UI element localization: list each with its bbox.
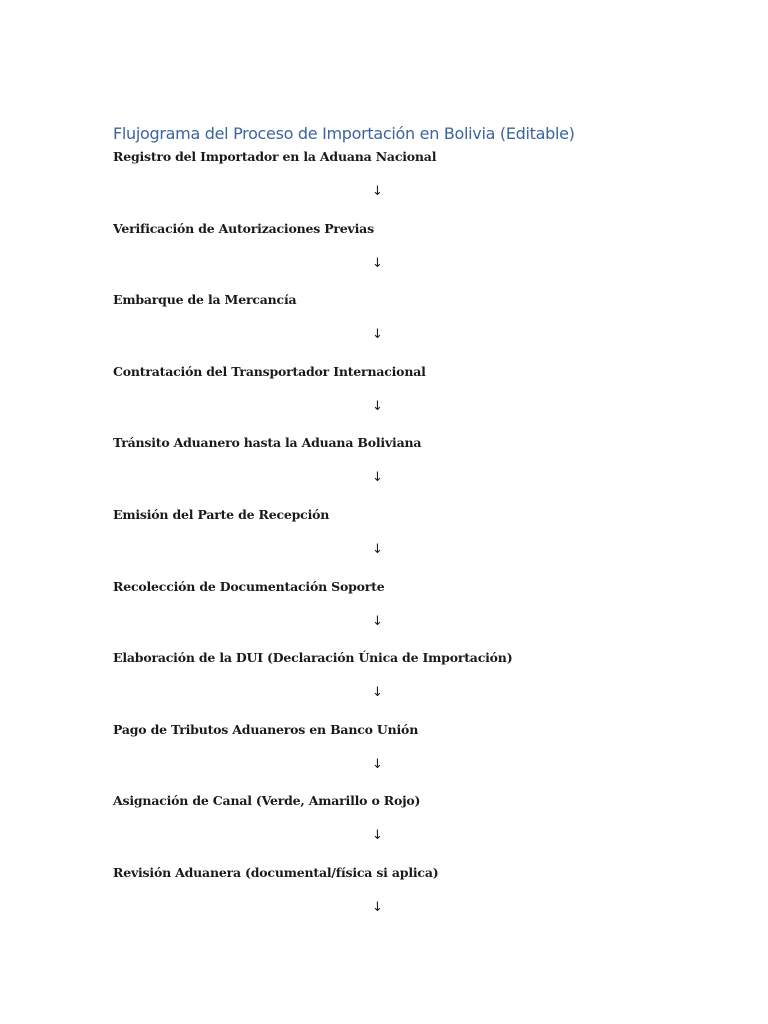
down-arrow-icon: ↓ bbox=[372, 685, 383, 701]
flowchart-step: Pago de Tributos Aduaneros en Banco Unión bbox=[113, 721, 419, 737]
flowchart-step: Verificación de Autorizaciones Previas bbox=[113, 220, 374, 236]
down-arrow-icon: ↓ bbox=[372, 255, 383, 271]
flowchart-step: Revisión Aduanera (documental/física si aplica) bbox=[113, 865, 439, 880]
down-arrow-icon: ↓ bbox=[372, 900, 383, 915]
down-arrow-icon: ↓ bbox=[372, 470, 383, 486]
down-arrow-icon: ↓ bbox=[372, 613, 383, 629]
flowchart-step: Tránsito Aduanero hasta la Aduana Boliviana bbox=[113, 435, 422, 451]
down-arrow-icon: ↓ bbox=[372, 327, 383, 343]
down-arrow-icon: ↓ bbox=[372, 828, 383, 844]
down-arrow-icon: ↓ bbox=[372, 184, 383, 199]
down-arrow-icon: ↓ bbox=[372, 398, 383, 414]
flowchart-step: Asignación de Canal (Verde, Amarillo o Rojo) bbox=[113, 793, 421, 809]
flowchart-step: Emisión del Parte de Recepción bbox=[113, 507, 330, 522]
flowchart-step: Elaboración de la DUI (Declaración Única de Importación) bbox=[113, 650, 513, 666]
flowchart-step: Contratación del Transportador Internacional bbox=[113, 363, 426, 379]
down-arrow-icon: ↓ bbox=[372, 542, 383, 557]
document-title: Flujograma del Proceso de Importación en Bolivia (Editable) bbox=[113, 124, 575, 143]
down-arrow-icon: ↓ bbox=[372, 756, 383, 772]
flowchart-step: Recolección de Documentación Soporte bbox=[113, 578, 385, 594]
flowchart-step: Registro del Importador en la Aduana Nacional bbox=[113, 149, 437, 164]
flowchart-step: Embarque de la Mercancía bbox=[113, 292, 297, 308]
